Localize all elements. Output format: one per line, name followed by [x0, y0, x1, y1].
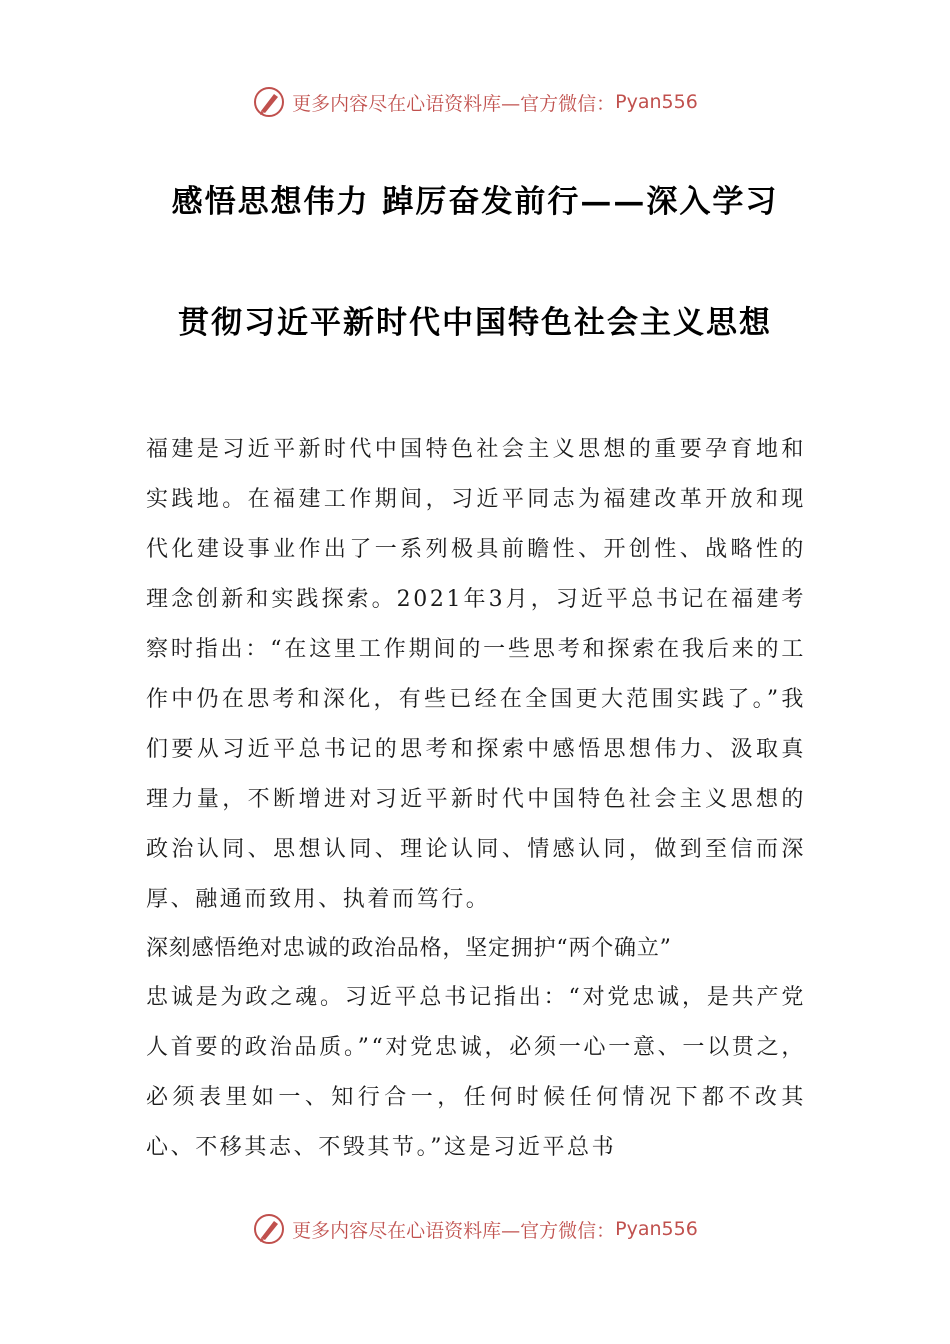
body-paragraph-2: 忠诚是为政之魂。习近平总书记指出：“对党忠诚，是共产党人首要的政治品质。”“对党忠诚，必须一心一意、一以贯之，必须表里如一、知行合一，任何时候任何情况下都不改其心、不移其志、不毁其节。”这是习近平总书 [146, 985, 806, 1160]
banner-text: 更多内容尽在心语资料库—官方微信： [292, 1219, 616, 1242]
pen-logo-icon [252, 1212, 286, 1246]
banner-wechat-id: Pyan556 [615, 91, 698, 113]
banner-wechat-id: Pyan556 [615, 1218, 698, 1240]
document-title-line-1: 感悟思想伟力 踔厉奋发前行——深入学习 [171, 184, 779, 220]
header-watermark-banner [0, 82, 950, 122]
section-heading: 深刻感悟绝对忠诚的政治品格，坚定拥护“两个确立” [146, 936, 672, 961]
footer-watermark-banner [0, 1209, 950, 1249]
pen-logo-icon [252, 85, 286, 119]
banner-text: 更多内容尽在心语资料库—官方微信： [292, 92, 616, 115]
body-paragraph-1: 福建是习近平新时代中国特色社会主义思想的重要孕育地和实践地。在福建工作期间，习近平同志为福建改革开放和现代化建设事业作出了一系列极具前瞻性、开创性、战略性的理念创新和实践探索。2021年3月，习近平总书记在福建考察时指出：“在这里工作期间的一些思考和探索在我后来的工作中仍在思考和深化，有些已经在全国更大范围实践了。”我们要从习近平总书记的思考和探索中感悟思想伟力、汲取真理力量，不断增进对习近平新时代中国特色社会主义思想的政治认同、思想认同、理论认同、情感认同，做到至信而深厚、融通而致用、执着而笃行。 [146, 437, 806, 912]
document-title-line-2: 贯彻习近平新时代中国特色社会主义思想 [178, 305, 772, 341]
document-body [146, 425, 806, 1173]
